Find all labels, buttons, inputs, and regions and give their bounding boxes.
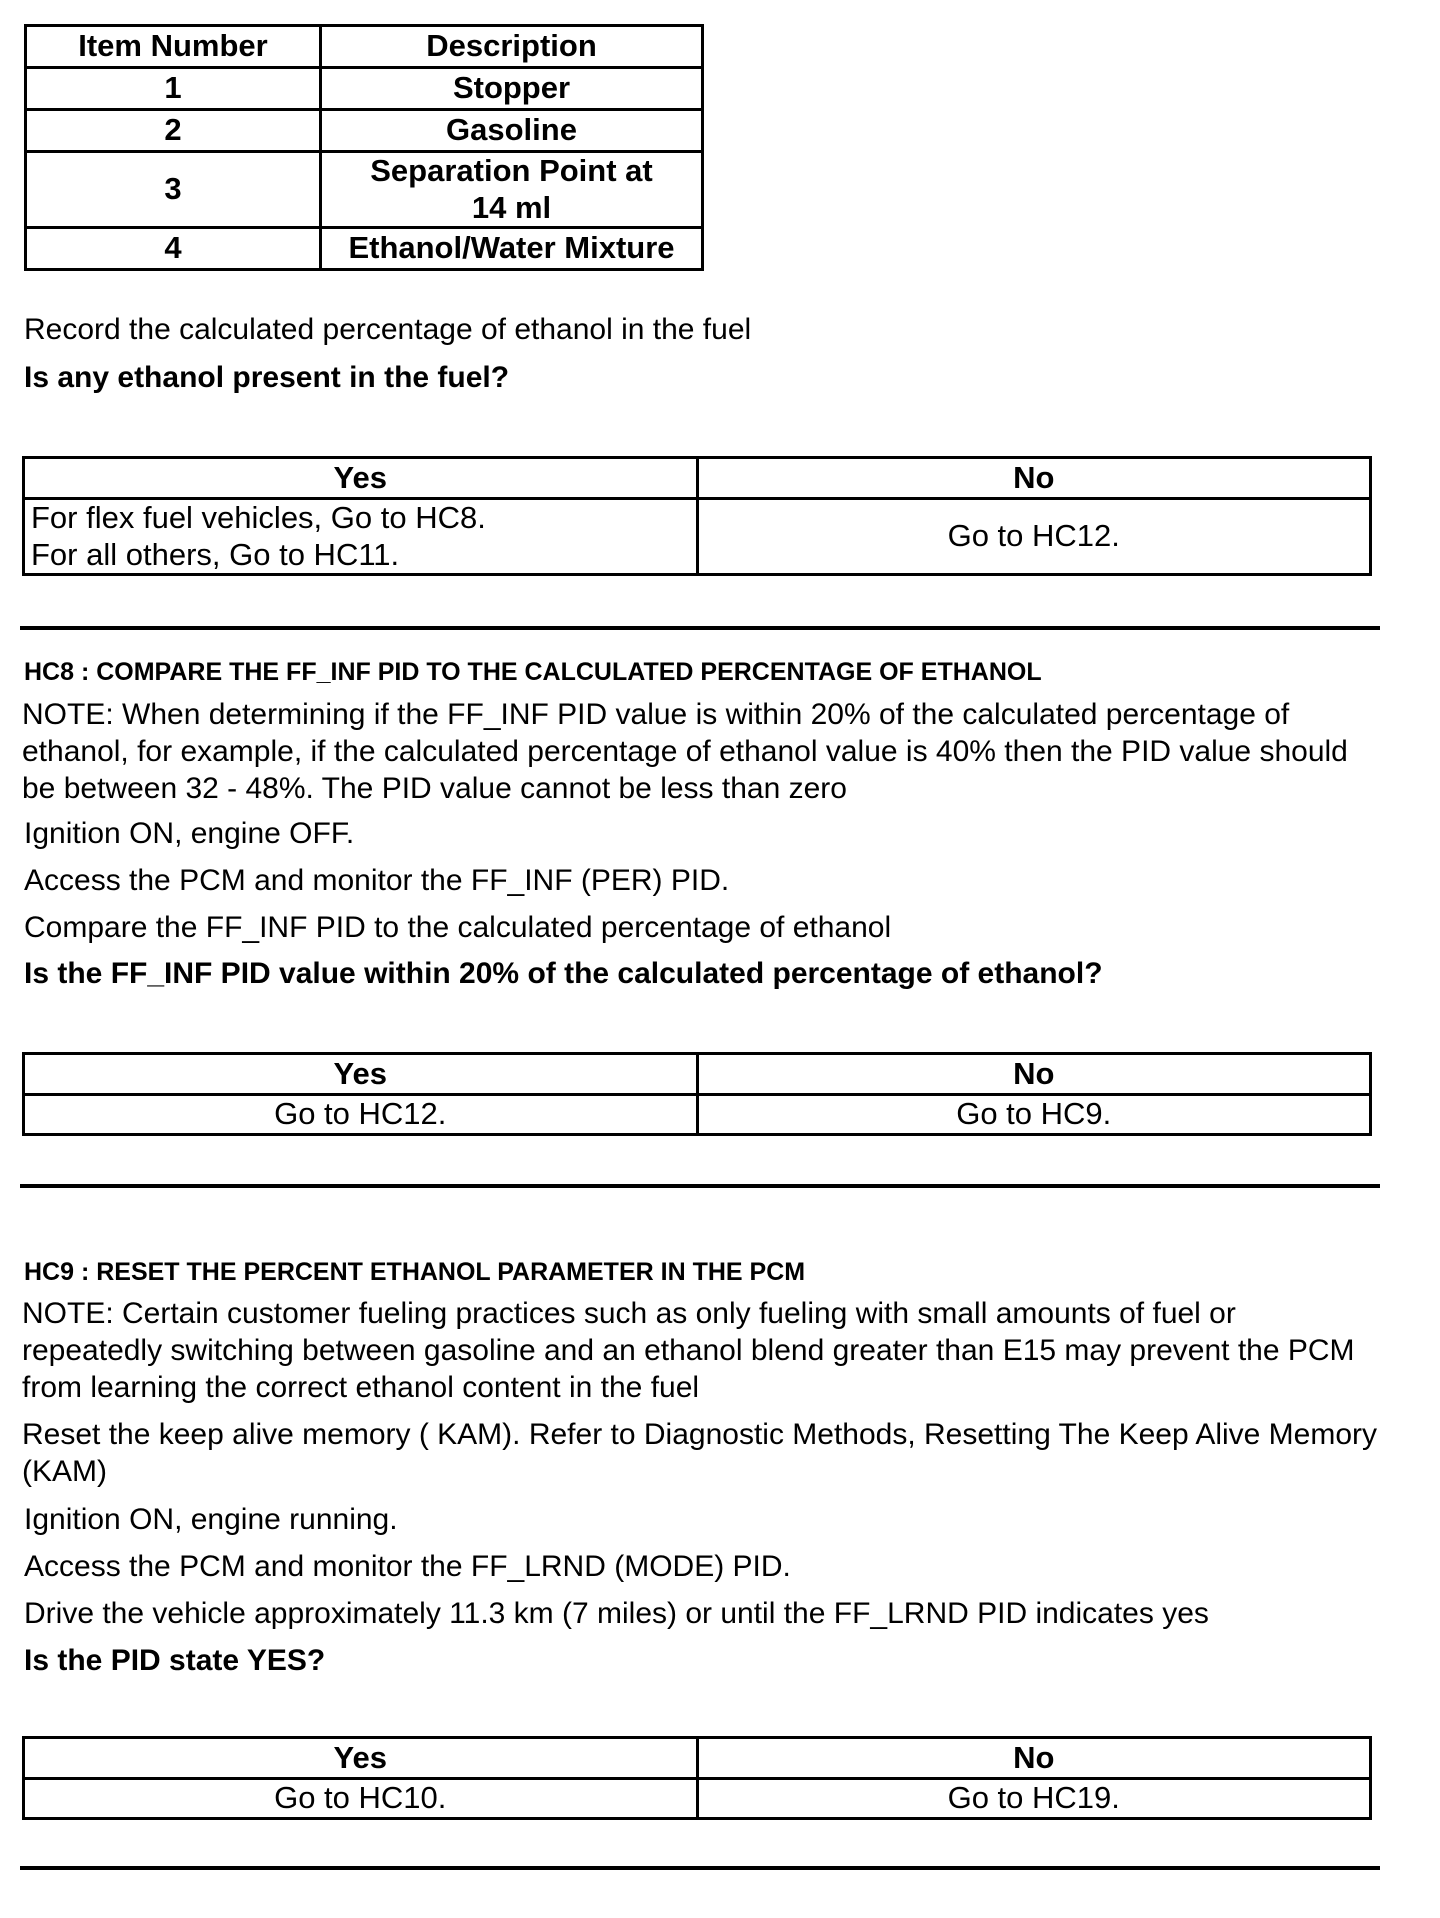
parts-table (24, 24, 704, 271)
no-header: No (697, 1054, 1371, 1095)
table-header-row (26, 26, 703, 68)
no-cell: Go to HC12. (697, 499, 1371, 575)
hc8-heading: HC8 : COMPARE THE FF_INF PID TO THE CALCULATED PERCENTAGE OF ETHANOL (24, 658, 1042, 686)
hc8-question: Is the FF_INF PID value within 20% of the calculated percentage of ethanol? (24, 957, 1103, 990)
hc9-note: NOTE: Certain customer fueling practices such as only fueling with small amounts of fuel or repeatedly switching between gasoline and an ethanol blend greater than E15 may prevent the PCM from learning the correct ethanol content in the fuel (22, 1297, 1355, 1404)
table-cell: Separation Point at 14 ml (321, 152, 703, 228)
table-cell: 1 (26, 68, 321, 110)
no-cell: Go to HC19. (697, 1779, 1371, 1819)
hc9-step-1: Reset the keep alive memory ( KAM). Refer to Diagnostic Methods, Resetting The Keep Alive Memory (KAM) (22, 1418, 1378, 1488)
yes-others-text: For all others, Go to HC11. (31, 536, 400, 572)
section-divider (20, 1866, 1380, 1870)
table-cell: Stopper (321, 68, 703, 110)
column-header: Description (321, 26, 703, 68)
table-cell: Ethanol/Water Mixture (321, 228, 703, 270)
table-cell: 4 (26, 228, 321, 270)
hc8-step-3: Compare the FF_INF PID to the calculated percentage of ethanol (24, 911, 892, 944)
record-instruction: Record the calculated percentage of ethanol in the fuel (24, 313, 752, 346)
yes-header: Yes (24, 458, 698, 499)
hc8-note: NOTE: When determining if the FF_INF PID value is within 20% of the calculated percentage of ethanol, for example, if the calculated percentage of ethanol value is 40% then the PID value should be between 32 - 48%. The PID value cannot be less than zero (22, 698, 1348, 805)
no-header: No (697, 458, 1371, 499)
question-ethanol-present: Is any ethanol present in the fuel? (24, 361, 510, 394)
hc9-question: Is the PID state YES? (24, 1644, 326, 1677)
yes-header: Yes (24, 1054, 698, 1095)
hc9-step-2: Ignition ON, engine running. (24, 1503, 398, 1536)
yes-no-table-ethanol (22, 456, 1372, 576)
yes-flex-fuel-text: For flex fuel vehicles, Go to HC8. (31, 500, 486, 535)
section-divider (20, 626, 1380, 630)
yes-no-table-hc9 (22, 1736, 1372, 1820)
section-divider (20, 1184, 1380, 1188)
hc9-step-3: Access the PCM and monitor the FF_LRND (MODE) PID. (24, 1550, 791, 1583)
hc8-step-2: Access the PCM and monitor the FF_INF (PER) PID. (24, 864, 730, 897)
table-row (26, 228, 703, 270)
table-cell: 2 (26, 110, 321, 152)
table-cell: Gasoline (321, 110, 703, 152)
no-cell: Go to HC9. (697, 1095, 1371, 1135)
hc9-step-4: Drive the vehicle approximately 11.3 km (7 miles) or until the FF_LRND PID indicates yes (24, 1597, 1209, 1630)
yes-header: Yes (24, 1738, 698, 1779)
yes-cell: Go to HC12. (24, 1095, 698, 1135)
yes-no-table-hc8 (22, 1052, 1372, 1136)
no-header: No (697, 1738, 1371, 1779)
table-row (26, 110, 703, 152)
table-row (26, 152, 703, 228)
column-header: Item Number (26, 26, 321, 68)
table-row (26, 68, 703, 110)
table-cell: 3 (26, 152, 321, 228)
yes-cell: Go to HC10. (24, 1779, 698, 1819)
hc9-heading: HC9 : RESET THE PERCENT ETHANOL PARAMETER IN THE PCM (24, 1258, 806, 1286)
hc8-step-1: Ignition ON, engine OFF. (24, 817, 355, 850)
yes-cell (24, 499, 698, 575)
